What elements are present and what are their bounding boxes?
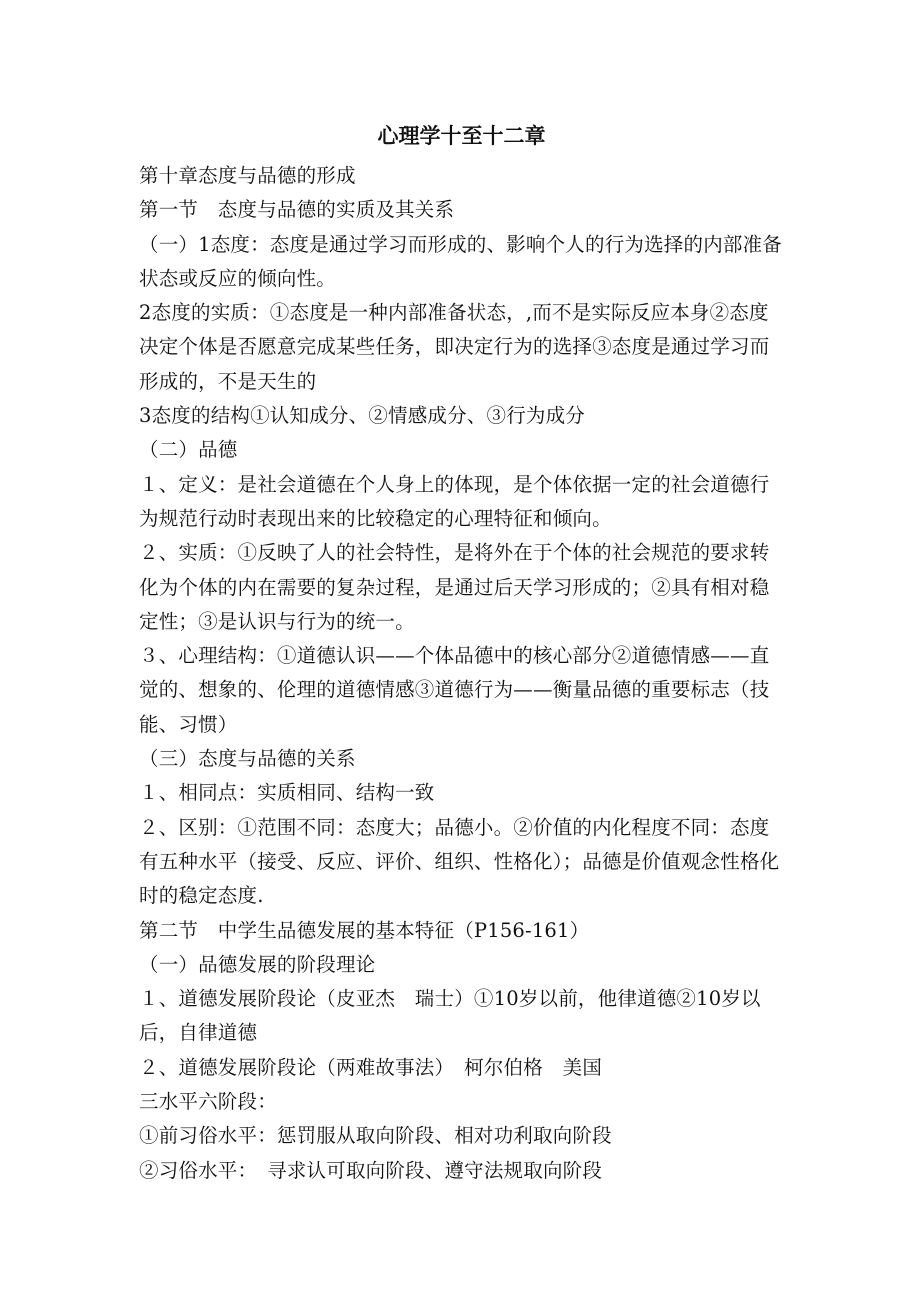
chapter-heading: 第十章态度与品德的形成 bbox=[139, 164, 356, 187]
paragraph: １、定义：是社会道德在个人身上的体现，是个体依据一定的社会道德行为规范行动时表现出来的比较稳定的心理特征和倾向。 bbox=[139, 472, 770, 530]
paragraph: ①前习俗水平：惩罚服从取向阶段、相对功利取向阶段 bbox=[139, 1124, 612, 1148]
paragraph: 3态度的结构①认知成分、②情感成分、③行为成分 bbox=[139, 404, 586, 428]
paragraph: 2态度的实质：①态度是一种内部准备状态，,而不是实际反应本身②态度决定个体是否愿意完成某些任务，即决定行为的选择③态度是通过学习而形成的，不是天生的 bbox=[139, 301, 770, 393]
document-title: 心理学十至十二章 bbox=[377, 123, 546, 148]
document-page bbox=[139, 118, 784, 1188]
paragraph: ２、道德发展阶段论（两难故事法） 柯尔伯格 美国 bbox=[139, 1055, 603, 1079]
paragraph: ２、区别：①范围不同：态度大；品德小。②价值的内化程度不同：态度有五种水平（接受、反应、评价、组织、性格化）；品德是价值观念性格化时的稳定态度. bbox=[139, 815, 780, 908]
section-heading: 第一节 态度与品德的实质及其关系 bbox=[139, 198, 455, 222]
document-body bbox=[139, 159, 784, 1188]
paragraph: ２、实质：①反映了人的社会特性，是将外在于个体的社会规范的要求转化为个体的内在需要的复杂过程，是通过后天学习形成的；②具有相对稳定性；③是认识与行为的统一。 bbox=[139, 541, 770, 633]
subsection-heading: （一）品德发展的阶段理论 bbox=[139, 952, 376, 976]
subsection-heading: （二）品德 bbox=[139, 438, 238, 462]
paragraph: 三水平六阶段： bbox=[139, 1090, 277, 1114]
subsection-heading: （三）态度与品德的关系 bbox=[139, 747, 356, 771]
paragraph: １、相同点：实质相同、结构一致 bbox=[139, 781, 435, 805]
paragraph: ３、心理结构：①道德认识——个体品德中的核心部分②道德情感——直觉的、想象的、伦理的道德情感③道德行为——衡量品德的重要标志（技能、习惯） bbox=[139, 644, 770, 736]
paragraph: ②习俗水平： 寻求认可取向阶段、遵守法规取向阶段 bbox=[139, 1158, 603, 1182]
section-heading: 第二节 中学生品德发展的基本特征（P156-161） bbox=[139, 918, 590, 942]
paragraph: （一）1态度：态度是通过学习而形成的、影响个人的行为选择的内部准备状态或反应的倾向性。 bbox=[139, 232, 783, 290]
paragraph: １、道德发展阶段论（皮亚杰 瑞士）①10岁以前，他律道德②10岁以后，自律道德 bbox=[139, 987, 761, 1045]
